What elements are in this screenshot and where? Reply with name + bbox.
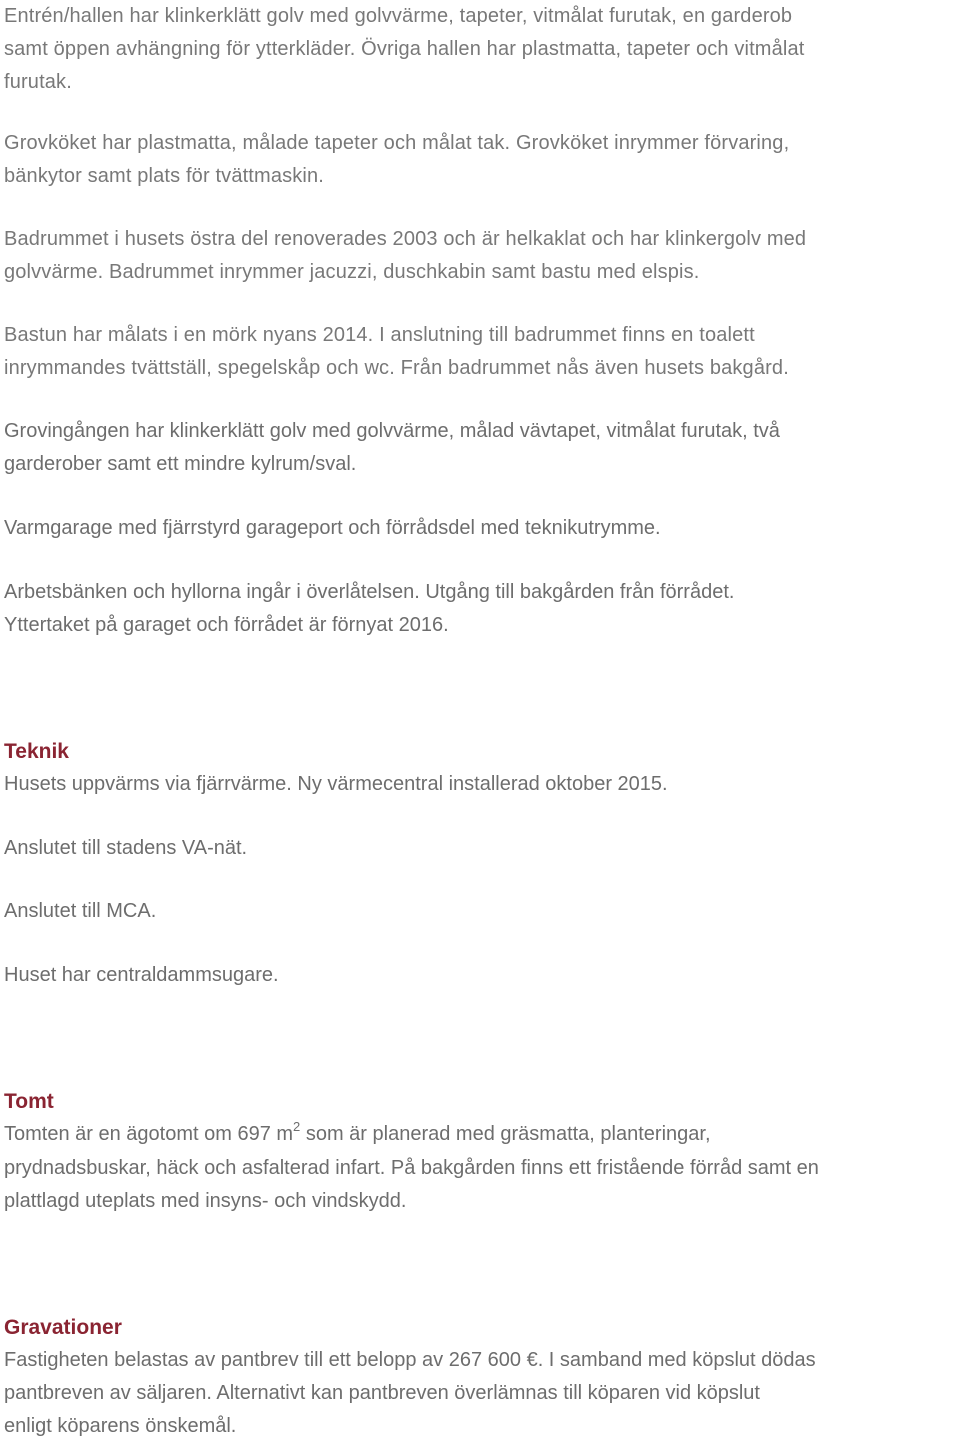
sauna-paragraph — [4, 319, 956, 385]
text-line: bänkytor samt plats för tvättmaskin. — [4, 165, 324, 187]
text-line: prydnadsbuskar, häck och asfalterad infart. På bakgården finns ett fristående förråd samt en — [4, 1157, 819, 1179]
water-paragraph — [4, 832, 956, 865]
text-line: samt öppen avhängning för ytterkläder. Övriga hallen har plastmatta, tapeter och vitmålat — [4, 38, 805, 60]
text-line: Entrén/hallen har klinkerklätt golv med golvvärme, tapeter, vitmålat furutak, en garderob — [4, 5, 793, 27]
text-line: Anslutet till MCA. — [4, 900, 157, 922]
text-line: Grovingången har klinkerklätt golv med golvvärme, målad vävtapet, vitmålat furutak, två — [4, 420, 780, 442]
bathroom-paragraph — [4, 223, 956, 289]
text-line: Huset har centraldammsugare. — [4, 964, 279, 986]
text-line: garderober samt ett mindre kylrum/sval. — [4, 453, 357, 475]
utility-room-paragraph — [4, 127, 956, 193]
plot-description-text: som är planerad med gräsmatta, planteringar, — [300, 1123, 711, 1145]
mca-paragraph — [4, 895, 956, 928]
back-entrance-paragraph — [4, 415, 956, 481]
text-line: Varmgarage med fjärrstyrd garageport och förrådsdel med teknikutrymme. — [4, 517, 661, 539]
plot-paragraph — [4, 1118, 956, 1218]
text-line: Fastigheten belastas av pantbrev till ett belopp av 267 600 €. I samband med köpslut dödas — [4, 1349, 816, 1371]
text-line: plattlagd uteplats med insyns- och vindskydd. — [4, 1190, 407, 1212]
teknik-heading: Teknik — [4, 740, 69, 763]
plot-size-text: Tomten är en ägotomt om 697 m — [4, 1123, 294, 1145]
text-line — [4, 1118, 956, 1152]
text-line: Badrummet i husets östra del renoverades 2003 och är helkaklat och har klinkergolv med — [4, 228, 807, 250]
garage-paragraph — [4, 512, 956, 545]
tomt-heading: Tomt — [4, 1090, 54, 1113]
text-line: golvvärme. Badrummet inrymmer jacuzzi, duschkabin samt bastu med elspis. — [4, 261, 700, 283]
workbench-paragraph — [4, 576, 956, 642]
text-line: Yttertaket på garaget och förrådet är förnyat 2016. — [4, 614, 449, 636]
text-line: enligt köparens önskemål. — [4, 1415, 237, 1437]
text-line: Bastun har målats i en mörk nyans 2014. I anslutning till badrummet finns en toalett — [4, 324, 755, 346]
mortgage-paragraph — [4, 1344, 956, 1443]
superscript: 2 — [293, 1119, 301, 1134]
gravationer-heading: Gravationer — [4, 1316, 122, 1339]
heating-paragraph — [4, 768, 956, 801]
text-line: Arbetsbänken och hyllorna ingår i överlåtelsen. Utgång till bakgården från förrådet. — [4, 581, 735, 603]
vacuum-paragraph — [4, 959, 956, 992]
text-line: Husets uppvärms via fjärrvärme. Ny värmecentral installerad oktober 2015. — [4, 773, 668, 795]
hallway-paragraph — [4, 0, 956, 99]
text-line: furutak. — [4, 71, 72, 93]
text-line: inrymmandes tvättställ, spegelskåp och wc. Från badrummet nås även husets bakgård. — [4, 357, 789, 379]
text-line: Anslutet till stadens VA-nät. — [4, 837, 248, 859]
text-line: Grovköket har plastmatta, målade tapeter och målat tak. Grovköket inrymmer förvaring, — [4, 132, 790, 154]
text-line: pantbreven av säljaren. Alternativt kan pantbreven överlämnas till köparen vid köpslut — [4, 1382, 760, 1404]
